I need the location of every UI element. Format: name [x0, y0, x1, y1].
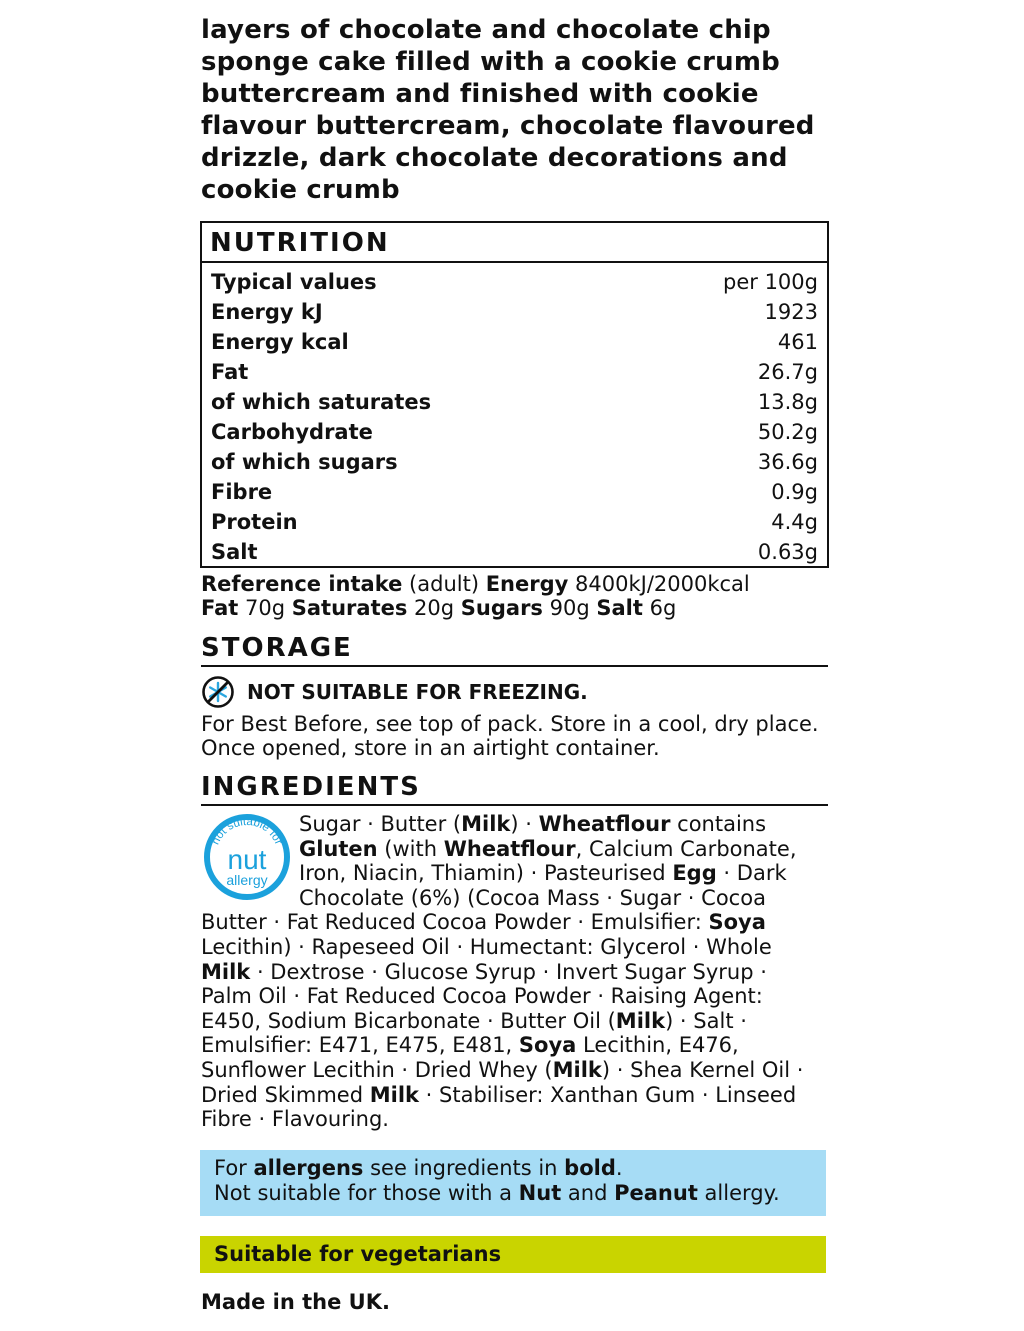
- nutrition-row: [211, 297, 818, 327]
- text-segment: Sugar · Butter (: [299, 812, 462, 836]
- nutrient-label: Energy kJ: [211, 300, 323, 324]
- nutrition-header-value: per 100g: [723, 270, 818, 294]
- country-of-origin: Made in the UK.: [201, 1290, 390, 1314]
- nutrition-title: NUTRITION: [202, 223, 827, 263]
- allergen-highlight: Milk: [552, 1057, 602, 1082]
- text-segment: contains: [670, 812, 767, 836]
- nutrient-value: 1923: [764, 300, 818, 324]
- text-segment: Not suitable for those with a: [214, 1181, 519, 1205]
- ri-sugars-value: 90g: [549, 596, 590, 620]
- storage-heading: STORAGE: [201, 631, 828, 667]
- svg-text:allergy: allergy: [226, 872, 268, 888]
- nutrient-label: Protein: [211, 510, 298, 534]
- nutrition-row: [211, 357, 818, 387]
- nutrient-value: 4.4g: [771, 510, 818, 534]
- ri-fat-value: 70g: [245, 596, 286, 620]
- allergen-advice-line-2: [214, 1181, 826, 1206]
- nutrition-row: [211, 537, 818, 567]
- vegetarian-badge: Suitable for vegetarians: [200, 1236, 826, 1273]
- ri-energy-value: 8400kJ/2000kcal: [575, 572, 750, 596]
- allergen-advice-line-1: [214, 1156, 826, 1181]
- ri-energy-label: Energy: [485, 572, 569, 596]
- reference-intake: [201, 572, 828, 620]
- text-segment: allergy.: [697, 1181, 780, 1205]
- freezing-warning-text: NOT SUITABLE FOR FREEZING.: [247, 680, 588, 704]
- text-segment: .: [615, 1156, 623, 1180]
- text-segment: , Calcium Carbonate, Iron, Niacin, Thiamin) · Pasteurised: [299, 836, 797, 886]
- nutrient-label: of which sugars: [211, 450, 398, 474]
- nutrient-value: 26.7g: [757, 360, 818, 384]
- nutrient-label: Carbohydrate: [211, 420, 373, 444]
- nutrient-label: Fibre: [211, 480, 273, 504]
- freezing-warning: [201, 676, 828, 708]
- ri-label: Reference intake: [201, 572, 403, 596]
- no-freezing-icon: [201, 675, 235, 709]
- ingredients-heading: INGREDIENTS: [201, 770, 828, 806]
- nutrient-label: of which saturates: [211, 390, 432, 414]
- text-segment: (with: [377, 836, 444, 861]
- allergen-highlight: allergens: [253, 1156, 364, 1180]
- text-segment: and: [561, 1181, 615, 1205]
- text-segment: ) ·: [510, 812, 539, 836]
- allergen-highlight: Wheatflour: [443, 836, 576, 861]
- svg-text:not suitable for: not suitable for: [209, 815, 285, 847]
- ri-saturates-label: Saturates: [291, 596, 408, 620]
- nutrition-row: [211, 477, 818, 507]
- product-description: layers of chocolate and chocolate chip sponge cake filled with a cookie crumb buttercream and finished with cookie flavour buttercream, chocolate flavoured drizzle, dark chocolate decorations and cookie crumb: [201, 15, 815, 205]
- ri-saturates-value: 20g: [414, 596, 455, 620]
- nutrition-row: [211, 327, 818, 357]
- ri-salt-value: 6g: [649, 596, 677, 620]
- text-segment: · Stabiliser: Xanthan Gum · Linseed Fibre · Flavouring.: [201, 1082, 797, 1132]
- storage-instructions: For Best Before, see top of pack. Store in a cool, dry place. Once opened, store in an airtight container.: [201, 712, 819, 760]
- nutrient-value: 50.2g: [757, 420, 818, 444]
- ingredients-text: [201, 812, 813, 1132]
- allergen-highlight: Milk: [615, 1008, 666, 1033]
- nutrition-rows: [202, 263, 827, 567]
- allergen-highlight: Milk: [461, 812, 511, 836]
- text-segment: · Dextrose · Glucose Syrup · Invert Sugar Syrup · Palm Oil · Fat Reduced Cocoa Powder · Raising Agent: E450, Sodium Bicarbonate · Butter Oil (: [201, 959, 767, 1033]
- nutrition-row: [211, 507, 818, 537]
- nutrient-value: 0.9g: [771, 480, 818, 504]
- nutrition-row: [211, 417, 818, 447]
- allergen-highlight: Peanut: [614, 1181, 698, 1205]
- nutrition-header-label: Typical values: [211, 270, 377, 294]
- nut-allergy-badge-icon: [199, 812, 297, 900]
- allergen-highlight: Soya: [518, 1033, 577, 1058]
- nutrient-value: 13.8g: [757, 390, 818, 414]
- ri-qualifier: (adult): [409, 572, 480, 596]
- text-segment: · Dark Chocolate (6%) (Cocoa Mass · Sugar · Cocoa Butter · Fat Reduced Cocoa Powder · Emulsifier:: [201, 861, 787, 935]
- svg-text:nut: nut: [227, 844, 267, 875]
- nutrient-value: 461: [777, 330, 818, 354]
- allergen-highlight: Nut: [518, 1181, 562, 1205]
- allergen-advice-box: [200, 1150, 826, 1216]
- ri-sugars-label: Sugars: [460, 596, 543, 620]
- text-segment: see ingredients in: [363, 1156, 565, 1180]
- ri-fat-label: Fat: [201, 596, 239, 620]
- nutrition-table: [200, 221, 829, 568]
- nutrient-value: 36.6g: [757, 450, 818, 474]
- allergen-highlight: bold: [564, 1156, 616, 1180]
- allergen-highlight: Milk: [369, 1082, 419, 1107]
- text-segment: For: [214, 1156, 254, 1180]
- allergen-highlight: Wheatflour: [538, 812, 671, 836]
- nutrition-row: [211, 387, 818, 417]
- text-segment: Lecithin) · Rapeseed Oil · Humectant: Glycerol · Whole: [201, 934, 772, 959]
- allergen-highlight: Soya: [708, 910, 766, 935]
- nutrient-label: Energy kcal: [211, 330, 349, 354]
- nutrient-value: 0.63g: [757, 540, 818, 564]
- nutrient-label: Salt: [211, 540, 258, 564]
- nutrition-header-row: [211, 267, 818, 297]
- text-segment: Lecithin, E476, Sunflower Lecithin · Dried Whey (: [201, 1033, 739, 1082]
- allergen-highlight: Gluten: [299, 836, 378, 861]
- allergen-highlight: Milk: [201, 959, 251, 984]
- nutrition-row: [211, 447, 818, 477]
- ri-salt-label: Salt: [596, 596, 643, 620]
- nutrient-label: Fat: [211, 360, 249, 384]
- text-segment: ) · Shea Kernel Oil · Dried Skimmed: [201, 1057, 804, 1107]
- allergen-highlight: Egg: [672, 861, 717, 886]
- text-segment: ) · Salt · Emulsifier: E471, E475, E481,: [201, 1008, 747, 1058]
